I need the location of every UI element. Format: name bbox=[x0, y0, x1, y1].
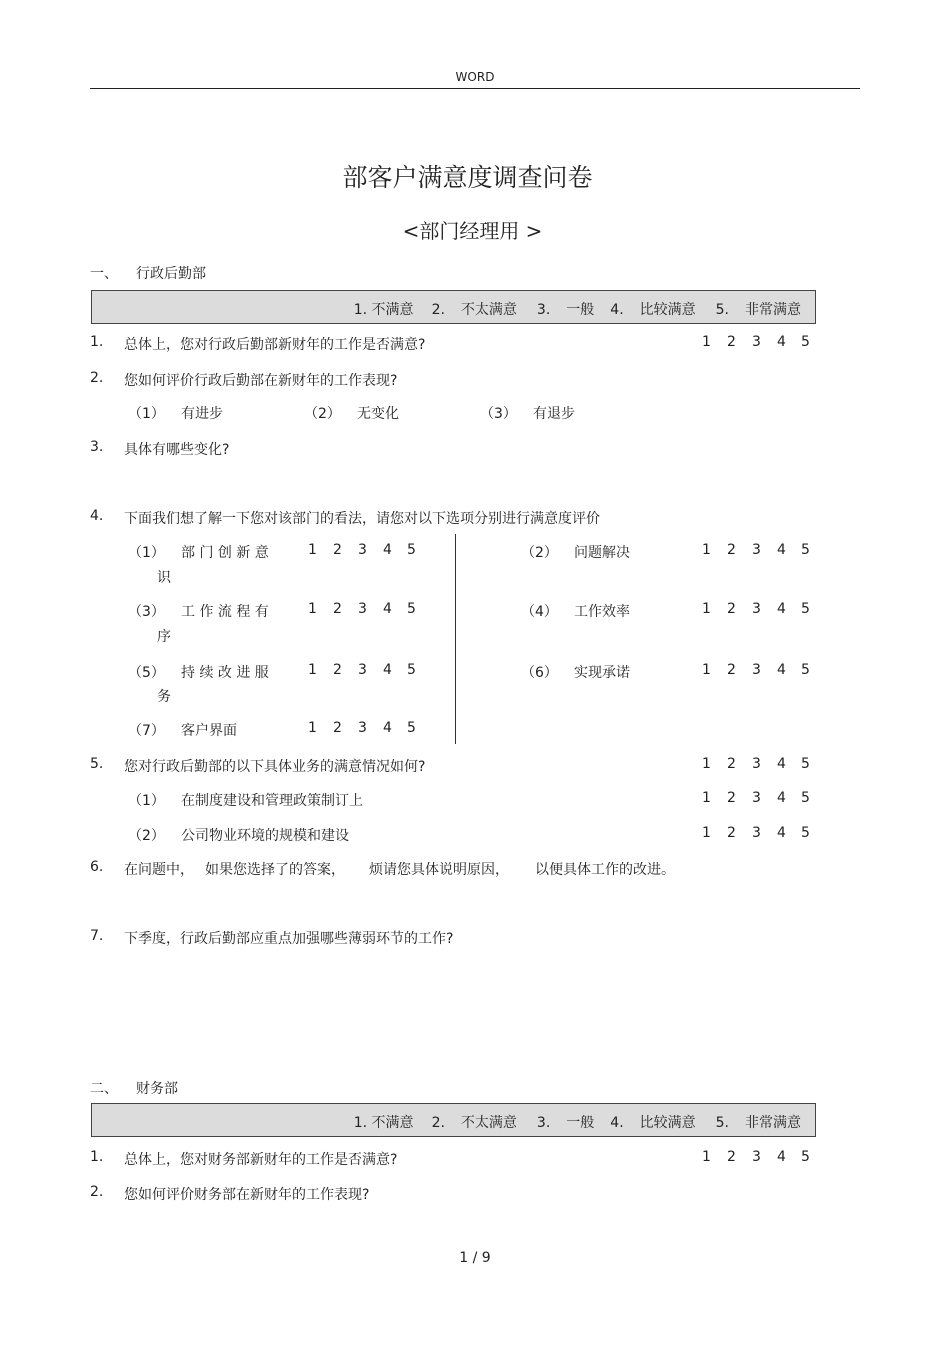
q4-item5-label-cont: 务 bbox=[157, 689, 171, 705]
s1-q5-item1-number: （1） bbox=[128, 793, 165, 809]
section1-name: 行政后勤部 bbox=[136, 266, 206, 282]
rating-option-5[interactable]: 5 bbox=[801, 542, 810, 558]
rating-option-2[interactable]: 2 bbox=[727, 662, 736, 678]
rating-option-5[interactable]: 5 bbox=[801, 825, 810, 841]
rating-option-3[interactable]: 3 bbox=[752, 790, 761, 806]
rating-option-4[interactable]: 4 bbox=[383, 720, 392, 736]
s1-q5-number: 5. bbox=[90, 756, 104, 772]
rating-option-5[interactable]: 5 bbox=[407, 662, 416, 678]
section2-name: 财务部 bbox=[136, 1081, 178, 1097]
rating-scale-text: 1. 不满意 2. 不太满意 3. 一般 4. 比较满意 5. 非常满意 bbox=[353, 302, 801, 318]
rating-option-1[interactable]: 1 bbox=[308, 720, 317, 736]
s1-q3-number: 3. bbox=[90, 439, 104, 455]
rating-option-4[interactable]: 4 bbox=[383, 542, 392, 558]
q4-item3-label-cont: 序 bbox=[157, 629, 171, 645]
s2-q1-text: 总体上，您对财务部新财年的工作是否满意? bbox=[124, 1152, 398, 1168]
rating-option-1[interactable]: 1 bbox=[702, 1149, 711, 1165]
rating-option-1[interactable]: 1 bbox=[702, 662, 711, 678]
q4-item1-number: （1） bbox=[128, 545, 165, 561]
q4-item6-label: 实现承诺 bbox=[574, 665, 630, 681]
s1-q5-item2-label: 公司物业环境的规模和建设 bbox=[181, 828, 349, 844]
rating-option-3[interactable]: 3 bbox=[358, 662, 367, 678]
q4-column-divider bbox=[455, 534, 456, 744]
q4-item6-number: （6） bbox=[521, 665, 558, 681]
s1-q5-item2-number: （2） bbox=[128, 828, 165, 844]
header-rule bbox=[90, 88, 860, 89]
rating-option-2[interactable]: 2 bbox=[333, 601, 342, 617]
q4-item5-label: 持 续 改 进 服 bbox=[181, 665, 269, 681]
s1-q6-number: 6. bbox=[90, 859, 104, 875]
s1-q7-number: 7. bbox=[90, 928, 104, 944]
rating-option-3[interactable]: 3 bbox=[358, 601, 367, 617]
s1-q4-text: 下面我们想了解一下您对该部门的看法，请您对以下选项分别进行满意度评价 bbox=[124, 511, 600, 527]
rating-option-3[interactable]: 3 bbox=[358, 542, 367, 558]
rating-option-1[interactable]: 1 bbox=[702, 756, 711, 772]
rating-option-5[interactable]: 5 bbox=[801, 662, 810, 678]
s1-q1-number: 1. bbox=[90, 334, 104, 350]
rating-option-5[interactable]: 5 bbox=[407, 601, 416, 617]
rating-option-5[interactable]: 5 bbox=[407, 542, 416, 558]
rating-scale-bar-2 bbox=[91, 1103, 816, 1137]
rating-option-1[interactable]: 1 bbox=[702, 334, 711, 350]
rating-option-4[interactable]: 4 bbox=[777, 790, 786, 806]
rating-option-5[interactable]: 5 bbox=[801, 601, 810, 617]
rating-option-5[interactable]: 5 bbox=[801, 790, 810, 806]
page-number: 1 / 9 bbox=[459, 1250, 491, 1266]
rating-option-1[interactable]: 1 bbox=[702, 542, 711, 558]
rating-option-2[interactable]: 2 bbox=[333, 662, 342, 678]
rating-option-1[interactable]: 1 bbox=[702, 825, 711, 841]
rating-option-3[interactable]: 3 bbox=[358, 720, 367, 736]
rating-option-5[interactable]: 5 bbox=[801, 756, 810, 772]
rating-option-3[interactable]: 3 bbox=[752, 601, 761, 617]
rating-option-3[interactable]: 3 bbox=[752, 825, 761, 841]
s2-q2-number: 2. bbox=[90, 1184, 104, 1200]
section1-number: 一、 bbox=[90, 266, 118, 282]
rating-option-2[interactable]: 2 bbox=[727, 825, 736, 841]
q4-item1-label-cont: 识 bbox=[157, 570, 171, 586]
rating-option-4[interactable]: 4 bbox=[777, 756, 786, 772]
s2-q2-text: 您如何评价财务部在新财年的工作表现? bbox=[124, 1187, 370, 1203]
q4-item3-number: （3） bbox=[128, 604, 165, 620]
s1-q6-part2: 如果您选择了的答案， bbox=[205, 862, 345, 878]
rating-option-2[interactable]: 2 bbox=[727, 601, 736, 617]
q4-item5-number: （5） bbox=[128, 665, 165, 681]
rating-option-3[interactable]: 3 bbox=[752, 662, 761, 678]
rating-scale-bar bbox=[91, 290, 816, 324]
q4-item1-label: 部 门 创 新 意 bbox=[181, 545, 269, 561]
rating-option-3[interactable]: 3 bbox=[752, 542, 761, 558]
s1-q2-text: 您如何评价行政后勤部在新财年的工作表现? bbox=[124, 373, 398, 389]
q4-item7-label: 客户界面 bbox=[181, 723, 237, 739]
rating-scale-text-2: 1. 不满意 2. 不太满意 3. 一般 4. 比较满意 5. 非常满意 bbox=[353, 1115, 801, 1131]
document-subtitle: <部门经理用 > bbox=[402, 219, 543, 243]
rating-option-4[interactable]: 4 bbox=[383, 662, 392, 678]
rating-option-2[interactable]: 2 bbox=[727, 790, 736, 806]
rating-option-4[interactable]: 4 bbox=[383, 601, 392, 617]
q4-item4-number: （4） bbox=[521, 604, 558, 620]
q4-item4-label: 工作效率 bbox=[574, 604, 630, 620]
s1-q5-item1-label: 在制度建设和管理政策制订上 bbox=[181, 793, 363, 809]
rating-option-1[interactable]: 1 bbox=[308, 542, 317, 558]
rating-option-2[interactable]: 2 bbox=[727, 334, 736, 350]
page-header: WORD bbox=[455, 70, 495, 84]
s1-q6-part3: 烦请您具体说明原因， bbox=[369, 862, 509, 878]
document-title: 部客户满意度调查问卷 bbox=[342, 163, 593, 192]
rating-option-5[interactable]: 5 bbox=[801, 1149, 810, 1165]
s1-q7-text: 下季度，行政后勤部应重点加强哪些薄弱环节的工作? bbox=[124, 931, 454, 947]
rating-option-3[interactable]: 3 bbox=[752, 756, 761, 772]
rating-option-1[interactable]: 1 bbox=[308, 662, 317, 678]
s1-q2-option3-number: （3） bbox=[480, 406, 517, 422]
rating-option-5[interactable]: 5 bbox=[407, 720, 416, 736]
rating-option-4[interactable]: 4 bbox=[777, 825, 786, 841]
rating-option-2[interactable]: 2 bbox=[727, 542, 736, 558]
s2-q1-number: 1. bbox=[90, 1149, 104, 1165]
q4-item2-label: 问题解决 bbox=[574, 545, 630, 561]
rating-option-4[interactable]: 4 bbox=[777, 601, 786, 617]
q4-item7-number: （7） bbox=[128, 723, 165, 739]
rating-option-4[interactable]: 4 bbox=[777, 542, 786, 558]
s1-q2-option2-label: 无变化 bbox=[357, 406, 399, 422]
rating-option-1[interactable]: 1 bbox=[702, 601, 711, 617]
rating-option-4[interactable]: 4 bbox=[777, 334, 786, 350]
s1-q2-option2-number: （2） bbox=[304, 406, 341, 422]
s1-q2-option1-number: （1） bbox=[128, 406, 165, 422]
rating-option-5[interactable]: 5 bbox=[801, 334, 810, 350]
rating-option-1[interactable]: 1 bbox=[308, 601, 317, 617]
rating-option-2[interactable]: 2 bbox=[727, 1149, 736, 1165]
rating-option-2[interactable]: 2 bbox=[333, 720, 342, 736]
s1-q5-text: 您对行政后勤部的以下具体业务的满意情况如何? bbox=[124, 759, 426, 775]
s1-q6-part4: 以便具体工作的改进。 bbox=[535, 862, 675, 878]
s1-q2-number: 2. bbox=[90, 370, 104, 386]
rating-option-2[interactable]: 2 bbox=[727, 756, 736, 772]
section2-number: 二、 bbox=[90, 1081, 118, 1097]
rating-option-4[interactable]: 4 bbox=[777, 1149, 786, 1165]
s1-q3-text: 具体有哪些变化? bbox=[124, 442, 230, 458]
rating-option-4[interactable]: 4 bbox=[777, 662, 786, 678]
s1-q1-text: 总体上，您对行政后勤部新财年的工作是否满意? bbox=[124, 337, 426, 353]
q4-item3-label: 工 作 流 程 有 bbox=[181, 604, 269, 620]
s1-q4-number: 4. bbox=[90, 508, 104, 524]
rating-option-3[interactable]: 3 bbox=[752, 334, 761, 350]
rating-option-3[interactable]: 3 bbox=[752, 1149, 761, 1165]
q4-item2-number: （2） bbox=[521, 545, 558, 561]
s1-q2-option3-label: 有退步 bbox=[533, 406, 575, 422]
rating-option-1[interactable]: 1 bbox=[702, 790, 711, 806]
s1-q6-part1: 在问题中， bbox=[124, 862, 194, 878]
rating-option-2[interactable]: 2 bbox=[333, 542, 342, 558]
s1-q2-option1-label: 有进步 bbox=[181, 406, 223, 422]
